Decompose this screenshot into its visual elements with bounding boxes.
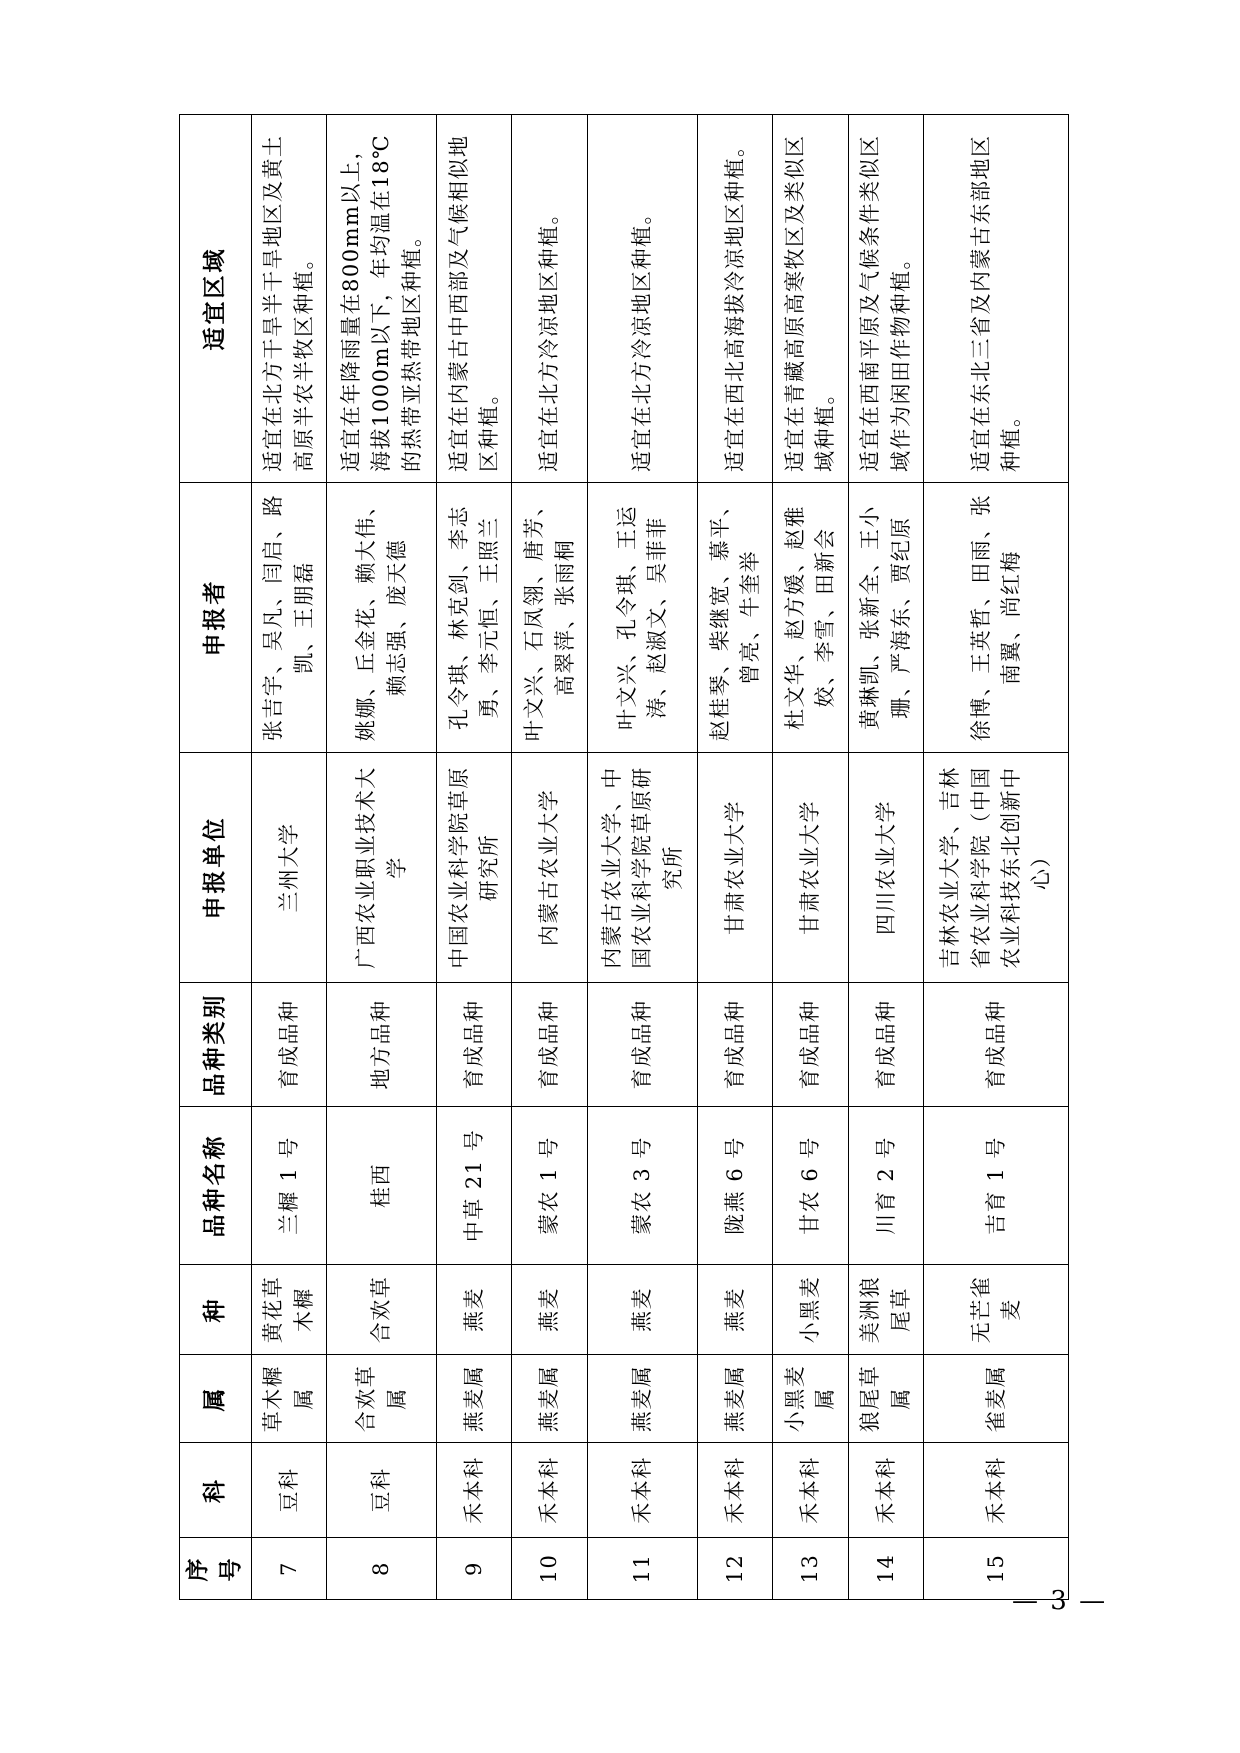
cell-applicants: 孔令琪、林克剑、李志勇、李元恒、王照兰 bbox=[437, 483, 512, 753]
cell-genus: 雀麦属 bbox=[923, 1355, 1068, 1443]
cell-region: 适宜在西南平原及气候条件类似区域作为闲田作物种植。 bbox=[848, 115, 923, 483]
cell-applicants: 姚娜、丘金花、赖大伟、赖志强、庞天德 bbox=[327, 483, 437, 753]
header-variety: 品种名称 bbox=[180, 1107, 252, 1265]
cell-variety: 兰樨 1 号 bbox=[251, 1107, 326, 1265]
table-header-row bbox=[180, 115, 252, 1600]
cell-species: 黄花草木樨 bbox=[251, 1265, 326, 1355]
cell-genus: 小黑麦属 bbox=[773, 1355, 848, 1443]
cell-family: 禾本科 bbox=[512, 1443, 587, 1538]
cell-index: 11 bbox=[587, 1538, 697, 1600]
cell-variety: 甘农 6 号 bbox=[773, 1107, 848, 1265]
cell-family: 禾本科 bbox=[587, 1443, 697, 1538]
cell-unit: 广西农业职业技术大学 bbox=[327, 753, 437, 983]
cell-applicants: 赵桂琴、柴继宽、慕平、曾亮、牛奎举 bbox=[697, 483, 772, 753]
cell-index: 13 bbox=[773, 1538, 848, 1600]
table-row bbox=[848, 115, 923, 1600]
cell-region: 适宜在北方冷凉地区种植。 bbox=[512, 115, 587, 483]
cell-unit: 甘肃农业大学 bbox=[773, 753, 848, 983]
cell-genus: 草木樨属 bbox=[251, 1355, 326, 1443]
cell-region: 适宜在年降雨量在800mm以上，海拔1000m以下，年均温在18℃的热带亚热带地区种植。 bbox=[327, 115, 437, 483]
cell-category: 育成品种 bbox=[437, 983, 512, 1107]
cell-variety: 蒙农 3 号 bbox=[587, 1107, 697, 1265]
table-row bbox=[512, 115, 587, 1600]
cell-applicants: 徐博、王英哲、田雨、张南翼、尚红梅 bbox=[923, 483, 1068, 753]
header-family: 科 bbox=[180, 1443, 252, 1538]
cell-category: 育成品种 bbox=[587, 983, 697, 1107]
header-unit: 申报单位 bbox=[180, 753, 252, 983]
cell-genus: 合欢草属 bbox=[327, 1355, 437, 1443]
table-row bbox=[437, 115, 512, 1600]
variety-table-rotated bbox=[179, 115, 1069, 1600]
table-row bbox=[587, 115, 697, 1600]
cell-genus: 狼尾草属 bbox=[848, 1355, 923, 1443]
cell-family: 禾本科 bbox=[923, 1443, 1068, 1538]
cell-index: 15 bbox=[923, 1538, 1068, 1600]
cell-region: 适宜在北方冷凉地区种植。 bbox=[587, 115, 697, 483]
cell-index: 7 bbox=[251, 1538, 326, 1600]
table-row bbox=[773, 115, 848, 1600]
cell-category: 育成品种 bbox=[251, 983, 326, 1107]
cell-family: 禾本科 bbox=[848, 1443, 923, 1538]
cell-region: 适宜在东北三省及内蒙古东部地区种植。 bbox=[923, 115, 1068, 483]
table-row bbox=[251, 115, 326, 1600]
cell-unit: 四川农业大学 bbox=[848, 753, 923, 983]
table-row bbox=[327, 115, 437, 1600]
cell-family: 禾本科 bbox=[697, 1443, 772, 1538]
cell-species: 燕麦 bbox=[512, 1265, 587, 1355]
cell-index: 10 bbox=[512, 1538, 587, 1600]
cell-category: 育成品种 bbox=[697, 983, 772, 1107]
cell-unit: 甘肃农业大学 bbox=[697, 753, 772, 983]
cell-index: 9 bbox=[437, 1538, 512, 1600]
cell-genus: 燕麦属 bbox=[512, 1355, 587, 1443]
cell-genus: 燕麦属 bbox=[437, 1355, 512, 1443]
cell-category: 育成品种 bbox=[848, 983, 923, 1107]
cell-region: 适宜在西北高海拔冷凉地区种植。 bbox=[697, 115, 772, 483]
cell-category: 育成品种 bbox=[773, 983, 848, 1107]
cell-species: 燕麦 bbox=[437, 1265, 512, 1355]
cell-species: 无芒雀麦 bbox=[923, 1265, 1068, 1355]
cell-category: 地方品种 bbox=[327, 983, 437, 1107]
cell-species: 燕麦 bbox=[697, 1265, 772, 1355]
header-region: 适宜区域 bbox=[180, 115, 252, 483]
cell-species: 燕麦 bbox=[587, 1265, 697, 1355]
cell-category: 育成品种 bbox=[512, 983, 587, 1107]
cell-variety: 吉育 1 号 bbox=[923, 1107, 1068, 1265]
header-genus: 属 bbox=[180, 1355, 252, 1443]
cell-region: 适宜在内蒙古中西部及气候相似地区种植。 bbox=[437, 115, 512, 483]
cell-variety: 中草 21 号 bbox=[437, 1107, 512, 1265]
cell-index: 12 bbox=[697, 1538, 772, 1600]
cell-region: 适宜在北方干旱半干旱地区及黄土高原半农半牧区种植。 bbox=[251, 115, 326, 483]
header-species: 种 bbox=[180, 1265, 252, 1355]
cell-unit: 中国农业科学院草原研究所 bbox=[437, 753, 512, 983]
cell-applicants: 杜文华、赵方媛、赵雅姣、李雪、田新会 bbox=[773, 483, 848, 753]
cell-variety: 川育 2 号 bbox=[848, 1107, 923, 1265]
cell-variety: 蒙农 1 号 bbox=[512, 1107, 587, 1265]
cell-family: 禾本科 bbox=[773, 1443, 848, 1538]
cell-applicants: 叶文兴、孔令琪、王运涛、赵淑文、吴菲菲 bbox=[587, 483, 697, 753]
variety-table bbox=[179, 114, 1069, 1600]
cell-applicants: 张吉宇、吴凡、闫启、路凯、王朋磊 bbox=[251, 483, 326, 753]
cell-region: 适宜在青藏高原高寒牧区及类似区域种植。 bbox=[773, 115, 848, 483]
cell-applicants: 黄琳凯、张新全、王小珊、严海东、贾纪原 bbox=[848, 483, 923, 753]
cell-family: 豆科 bbox=[251, 1443, 326, 1538]
cell-category: 育成品种 bbox=[923, 983, 1068, 1107]
table-row bbox=[923, 115, 1068, 1600]
cell-genus: 燕麦属 bbox=[587, 1355, 697, 1443]
table-row bbox=[697, 115, 772, 1600]
cell-index: 14 bbox=[848, 1538, 923, 1600]
cell-species: 合欢草 bbox=[327, 1265, 437, 1355]
header-index: 序号 bbox=[180, 1538, 252, 1600]
cell-family: 禾本科 bbox=[437, 1443, 512, 1538]
header-applicants: 申报者 bbox=[180, 483, 252, 753]
cell-genus: 燕麦属 bbox=[697, 1355, 772, 1443]
cell-unit: 兰州大学 bbox=[251, 753, 326, 983]
header-category: 品种类别 bbox=[180, 983, 252, 1107]
cell-applicants: 叶文兴、石凤翎、唐芳、高翠萍、张雨桐 bbox=[512, 483, 587, 753]
cell-family: 豆科 bbox=[327, 1443, 437, 1538]
cell-variety: 陇燕 6 号 bbox=[697, 1107, 772, 1265]
cell-unit: 内蒙古农业大学、中国农业科学院草原研究所 bbox=[587, 753, 697, 983]
cell-variety: 桂西 bbox=[327, 1107, 437, 1265]
cell-species: 小黑麦 bbox=[773, 1265, 848, 1355]
page-number: — 3 — bbox=[1012, 1586, 1108, 1616]
cell-unit: 吉林农业大学、吉林省农业科学院（中国农业科技东北创新中心） bbox=[923, 753, 1068, 983]
cell-index: 8 bbox=[327, 1538, 437, 1600]
cell-unit: 内蒙古农业大学 bbox=[512, 753, 587, 983]
cell-species: 美洲狼尾草 bbox=[848, 1265, 923, 1355]
